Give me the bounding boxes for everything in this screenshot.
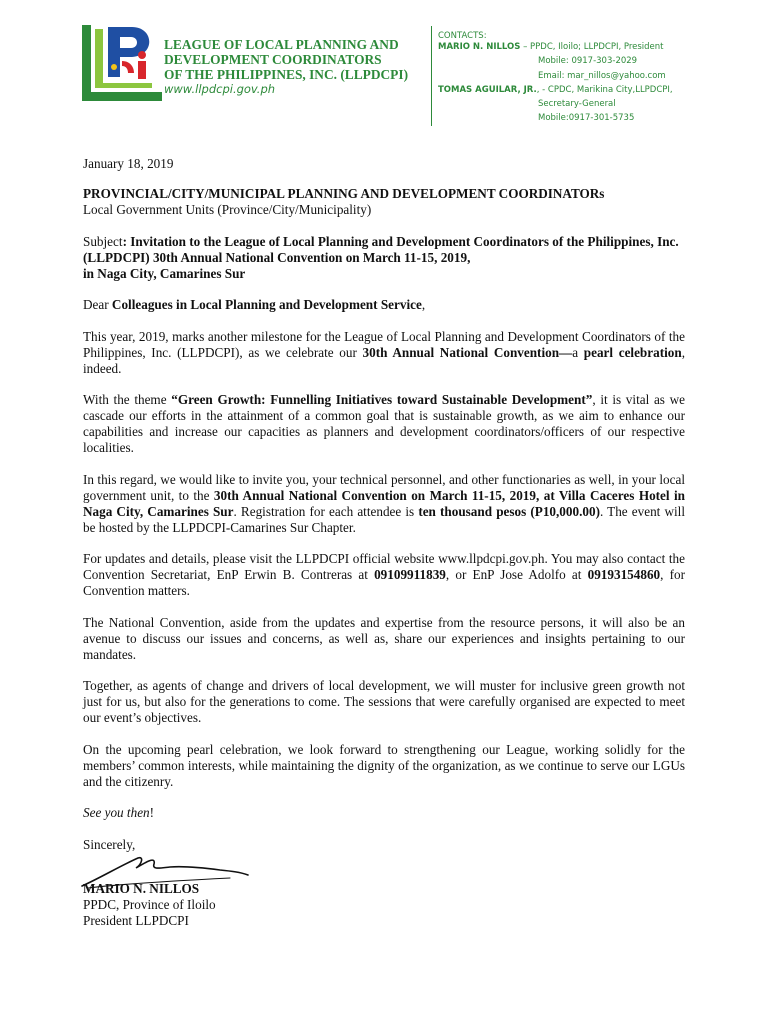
- contact-2-line: [438, 83, 673, 97]
- org-name-line1: LEAGUE OF LOCAL PLANNING AND: [164, 37, 399, 52]
- p3-text-a: In this regard, we would like to invite you, your technical personnel, and other functionaries as well, in your local government unit, to the: [83, 471, 685, 503]
- p4-text-c: , or EnP Jose Adolfo at: [445, 567, 588, 582]
- subject-label: Subject: [83, 233, 123, 249]
- p3-bold-fee: ten thousand pesos (P10,000.00): [418, 503, 600, 519]
- letter-body: [83, 156, 685, 868]
- subject-colon: :: [122, 233, 131, 249]
- signatory-title-2: President LLPDCPI: [83, 913, 189, 928]
- salutation-dear: Dear: [83, 297, 112, 312]
- p4-phone-2: 09193154860: [587, 567, 661, 582]
- salutation-end: ,: [421, 297, 426, 312]
- p1-text-a: This year, 2019, marks another milestone for the League of Local Planning and Development Coordinators of the Philippines, Inc. (LLPDCPI), as we celebrate our: [83, 328, 685, 360]
- paragraph-4: [83, 551, 685, 599]
- contact-2-name: TOMAS AGUILAR, JR.: [438, 85, 537, 95]
- paragraph-5: The National Convention, aside from the updates and expertise from the resource persons, it will also be an avenue to discuss our issues and concerns, as well as, share our experiences and insights pertaining to our mandates.: [83, 614, 685, 662]
- signatory-title-1: PPDC, Province of Iloilo: [83, 897, 216, 912]
- addressee: [83, 186, 685, 202]
- p4-text-e: , for Convention matters.: [83, 567, 685, 598]
- p1-bold-convention: 30th Annual National Convention—: [362, 344, 573, 360]
- addressee-sub: Local Government Units (Province/City/Municipality): [83, 202, 372, 217]
- see-you-line: [83, 805, 685, 821]
- paragraph-3: [83, 472, 685, 536]
- contact-2-title: , - CPDC, Marikina City,LLPDCPI,: [536, 85, 673, 95]
- org-website[interactable]: www.llpdcpi.gov.ph: [164, 82, 276, 96]
- salutation-bold: Colleagues in Local Planning and Development Service: [111, 297, 422, 312]
- subject: [83, 234, 685, 282]
- see-you-end: !: [149, 805, 155, 820]
- paragraph-6: Together, as agents of change and drivers of local development, we will muster for inclusive green growth not just for us, but also for the generations to come. The sessions that were carefully organised are expected to meet our event’s objectives.: [83, 678, 685, 725]
- signature-block: [83, 881, 216, 929]
- p2-text-a: With the theme: [83, 392, 172, 407]
- p1-bold-pearl: pearl celebration: [583, 344, 682, 360]
- addressee-title: PROVINCIAL/CITY/MUNICIPAL PLANNING AND DEVELOPMENT COORDINATORs: [83, 186, 605, 201]
- llpdcpi-logo: [82, 25, 162, 101]
- letter-date: January 18, 2019: [83, 156, 174, 171]
- org-name: [164, 37, 430, 82]
- see-you-text: See you then: [83, 805, 150, 820]
- p2-text-c: , it is vital as we cascade our efforts in the attainment of a common goal that is sustainable growth, as we aim to enhance our capabilities and increase our capacities as planners and development coordinators/officers of our respective localities.: [83, 392, 685, 455]
- paragraph-7: On the upcoming pearl celebration, we look forward to strengthening our League, working solidly for the members’ common interests, while maintaining the dignity of the organization, as we continue to serve our LGUs and the citizenry.: [83, 741, 685, 789]
- signatory-name: [83, 881, 216, 897]
- paragraph-2: [83, 392, 685, 456]
- signatory-name-text: MARIO N. NILLOS: [83, 881, 200, 896]
- salutation: [83, 297, 685, 313]
- p2-bold-theme: “Green Growth: Funnelling Initiatives toward Sustainable Development”: [171, 392, 593, 407]
- contact-2-mobile: Mobile:0917-301-5735: [538, 113, 635, 123]
- org-name-line2: DEVELOPMENT COORDINATORS: [164, 52, 382, 67]
- contact-1-email[interactable]: Email: mar_nillos@yahoo.com: [538, 71, 666, 81]
- contact-1-line: [438, 40, 664, 54]
- contact-1-mobile: Mobile: 0917-303-2029: [538, 56, 638, 66]
- paragraph-1: [83, 329, 685, 377]
- p3-bold-venue: 30th Annual National Convention on March 11-15, 2019, at Villa Caceres Hotel in Naga City, Camarines Sur: [83, 487, 686, 519]
- p1-text-e: , indeed.: [83, 344, 685, 376]
- subject-text-2: in Naga City, Camarines Sur: [83, 265, 246, 281]
- org-name-line3: OF THE PHILIPPINES, INC. (LLPDCPI): [164, 67, 409, 82]
- contact-1-title: – PPDC, Iloilo; LLPDCPI, President: [520, 42, 664, 52]
- subject-text: Invitation to the League of Local Planning and Development Coordinators of the Philippines, Inc. (LLPDCPI) 30th Annual National Convention on March 11-15, 2019,: [83, 233, 679, 265]
- closing: Sincerely,: [83, 836, 136, 852]
- p4-text-a: For updates and details, please visit the LLPDCPI official website www.llpdcpi.gov.ph. You may also contact the Convention Secretariat, EnP Erwin B. Contreras at: [83, 551, 685, 582]
- contacts-heading: CONTACTS:: [438, 31, 487, 41]
- p3-text-e: . The event will be hosted by the LLPDCPI-Camarines Sur Chapter.: [83, 503, 685, 535]
- p4-phone-1: 09109911839: [374, 567, 446, 582]
- contact-1-name: MARIO N. NILLOS: [438, 42, 521, 52]
- letterhead-divider: [431, 26, 432, 126]
- p1-text-c: a: [572, 344, 584, 360]
- contact-2-title2: Secretary-General: [538, 99, 616, 109]
- p3-text-c: . Registration for each attendee is: [233, 503, 419, 519]
